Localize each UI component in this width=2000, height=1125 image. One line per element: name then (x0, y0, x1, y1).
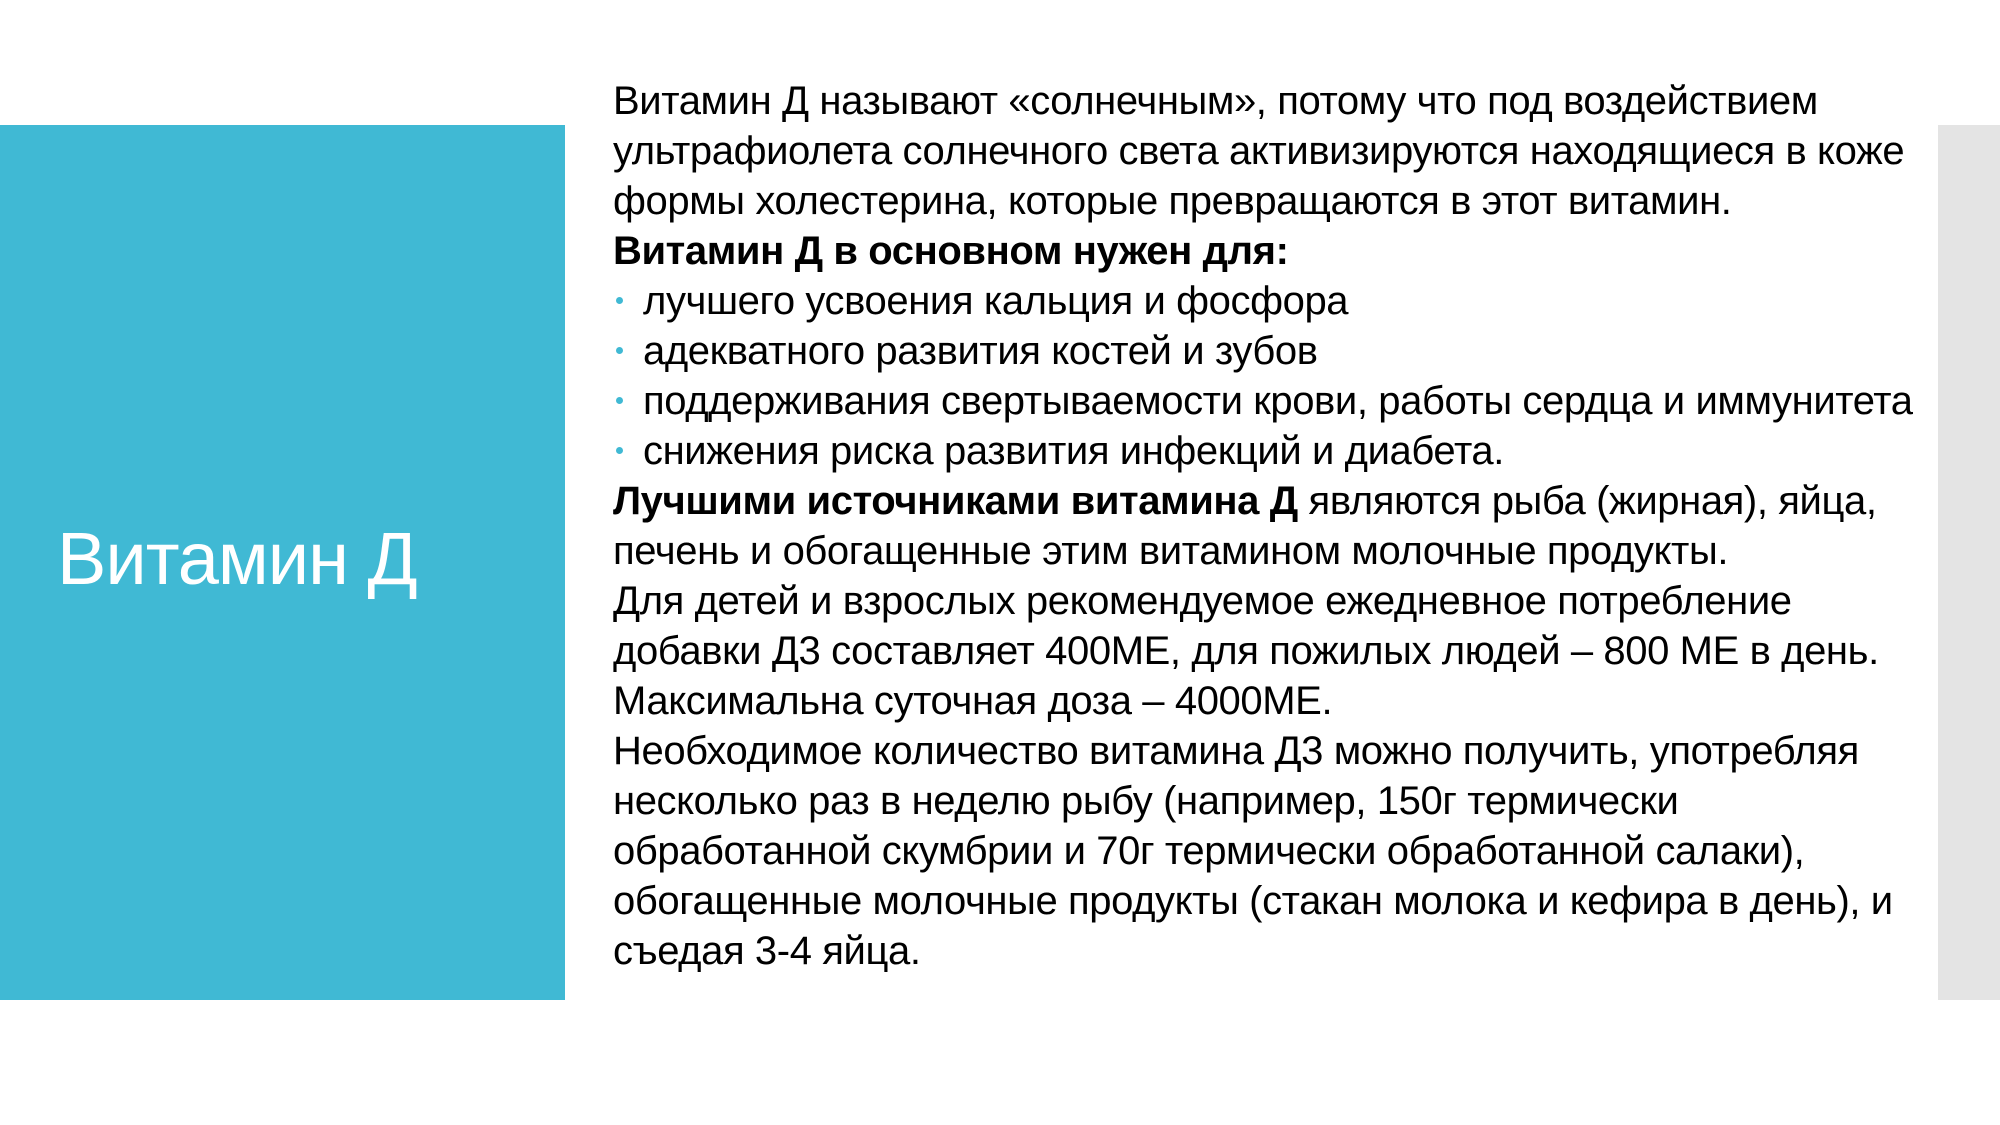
bullet-dot-icon (616, 397, 623, 404)
benefits-list (613, 276, 1928, 476)
bullet-dot-icon (616, 347, 623, 354)
list-item-text: лучшего усвоения кальция и фосфора (643, 279, 1349, 323)
list-item (613, 376, 1928, 426)
dose-paragraph: Для детей и взрослых рекомендуемое ежедневное потребление добавки Д3 составляет 400МЕ, для пожилых людей – 800 МЕ в день. Максимальна суточная доза – 4000МЕ. (613, 579, 1879, 723)
required-amount-paragraph: Необходимое количество витамина Д3 можно получить, употребляя несколько раз в неделю рыбу (например, 150г термически обработанной скумбрии и 70г термически обработанной салаки), обогащенные молочные продукты (стакан молока и кефира в день), и съедая 3-4 яйца. (613, 729, 1893, 973)
sources-bold-lead: Лучшими источниками витамина Д (613, 479, 1298, 523)
needed-heading: Витамин Д в основном нужен для: (613, 229, 1289, 273)
list-item (613, 276, 1928, 326)
list-item (613, 326, 1928, 376)
list-item (613, 426, 1928, 476)
slide-body (613, 76, 1928, 976)
bullet-dot-icon (616, 297, 623, 304)
intro-paragraph: Витамин Д называют «солнечным», потому что под воздействием ультрафиолета солнечного света активизируются находящиеся в коже формы холестерина, которые превращаются в этот витамин. (613, 79, 1905, 223)
list-item-text: поддерживания свертываемости крови, работы сердца и иммунитета (643, 379, 1913, 423)
slide-title: Витамин Д (57, 517, 417, 600)
list-item-text: адекватного развития костей и зубов (643, 329, 1318, 373)
sources-text: являются рыба (жирная), яйца, печень и обогащенные этим витамином молочные продукты. (613, 479, 1877, 573)
sources-paragraph (613, 476, 1928, 576)
list-item-text: снижения риска развития инфекций и диабета. (643, 429, 1504, 473)
bullet-dot-icon (616, 447, 623, 454)
right-decorative-bar (1938, 125, 2000, 1000)
